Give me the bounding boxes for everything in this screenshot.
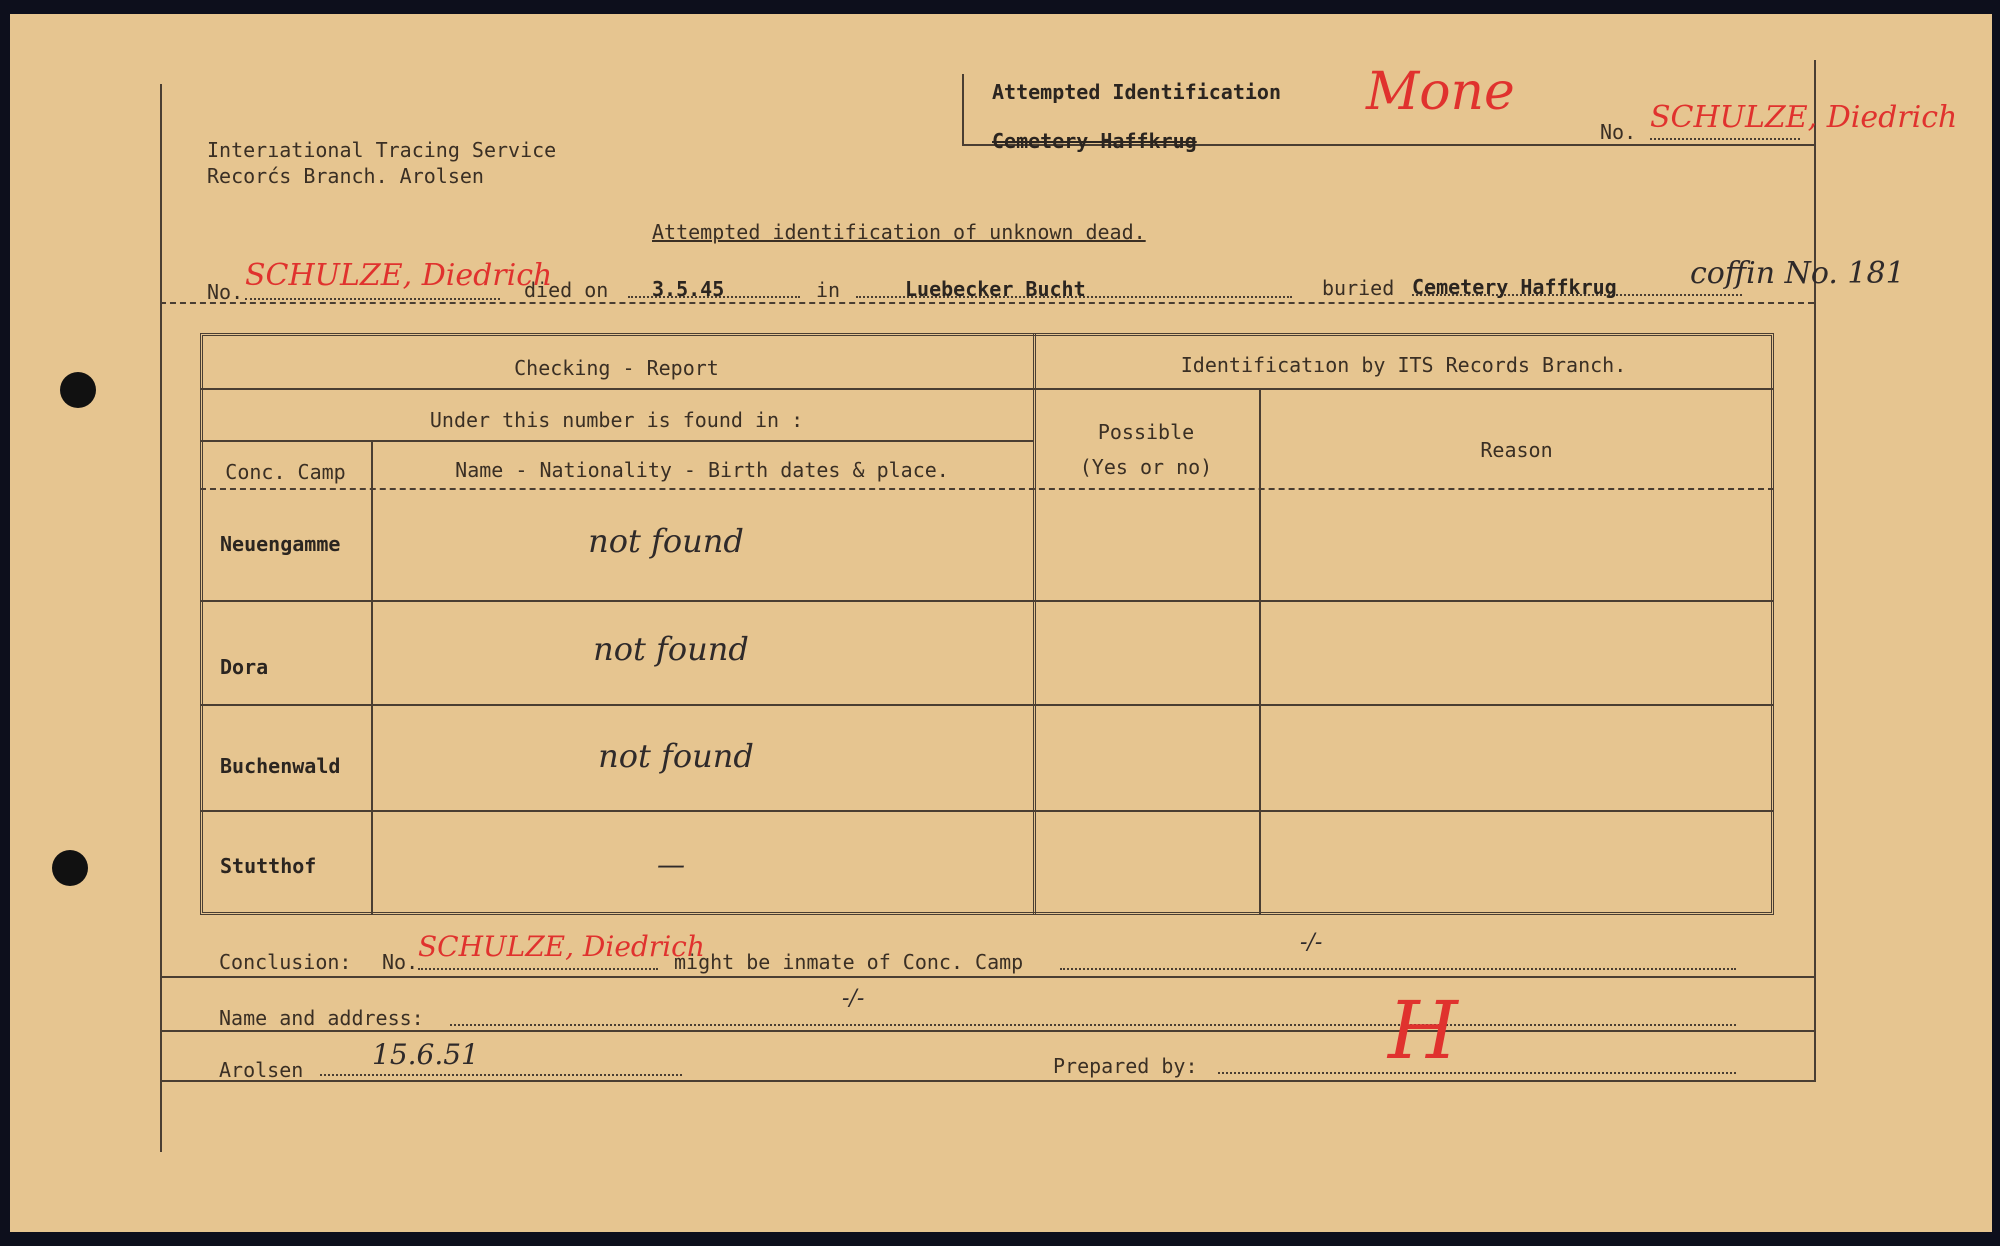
column-conc-camp: Conc. Camp bbox=[225, 460, 346, 484]
column-possible-hint: (Yes or no) bbox=[1079, 455, 1213, 479]
conclusion-mark: -/- bbox=[1300, 930, 1323, 955]
footer-rule-2 bbox=[160, 1030, 1814, 1032]
in-label: in bbox=[816, 278, 841, 302]
table-divider-possible bbox=[1259, 388, 1261, 915]
camp-stutthof: Stutthof bbox=[220, 854, 317, 878]
name-address-dots bbox=[450, 1024, 1736, 1026]
header-no-label: No. bbox=[1600, 120, 1637, 144]
table-rule-header bbox=[200, 388, 1774, 390]
stamp-cemetery: Cemetery Haffkrug bbox=[992, 129, 1197, 153]
prepared-initials: H bbox=[1388, 984, 1458, 1077]
card-right-rule bbox=[1814, 60, 1816, 1082]
form-title: Attempted identification of unknown dead. bbox=[652, 220, 1146, 244]
date-dots bbox=[320, 1074, 682, 1076]
camp-dora: Dora bbox=[220, 655, 269, 679]
place-label: Arolsen bbox=[219, 1058, 304, 1082]
conclusion-no-label: No. bbox=[382, 950, 419, 974]
stamp-left-rule bbox=[962, 74, 964, 146]
record-no-dots bbox=[245, 298, 500, 300]
buried-label: buried bbox=[1322, 276, 1395, 300]
table-rule-row1 bbox=[200, 600, 1774, 602]
conclusion-label: Conclusion: bbox=[219, 950, 352, 974]
header-no-value: SCHULZE, Diedrich bbox=[1650, 100, 1958, 135]
header-checking-report: Checking - Report bbox=[514, 356, 719, 380]
buried-value: Cemetery Haffkrug bbox=[1412, 275, 1617, 299]
conclusion-text: might be inmate of Conc. Camp bbox=[674, 950, 1024, 974]
org-branch: Recorćs Branch. Arolsen bbox=[207, 164, 484, 188]
record-rule bbox=[160, 302, 1814, 304]
name-address-label: Name and address: bbox=[219, 1006, 424, 1030]
footer-rule-1 bbox=[160, 976, 1814, 978]
died-value: 3.5.45 bbox=[652, 277, 725, 301]
punch-hole-top bbox=[60, 372, 96, 408]
died-label: died on bbox=[524, 278, 609, 302]
conclusion-camp-dots bbox=[1060, 968, 1736, 970]
conclusion-no-value: SCHULZE, Diedrich bbox=[418, 930, 705, 963]
coffin-note: coffin No. 181 bbox=[1690, 256, 1905, 291]
header-no-dots bbox=[1650, 138, 1800, 140]
camp-neuengamme: Neuengamme bbox=[220, 532, 341, 556]
stamp-attempted-identification: Attempted Identification bbox=[992, 80, 1281, 104]
table-rule-subheader bbox=[200, 440, 1033, 442]
conclusion-no-dots bbox=[418, 968, 658, 970]
subheader-found-in: Under this number is found in : bbox=[429, 408, 804, 432]
annotation-mone: Mone bbox=[1366, 62, 1515, 122]
table-rule-columns bbox=[200, 488, 1774, 490]
camp-buchenwald: Buchenwald bbox=[220, 754, 341, 778]
table-divider-camp bbox=[371, 440, 373, 915]
prepared-label: Prepared by: bbox=[1053, 1054, 1198, 1078]
column-possible: Possible bbox=[1097, 420, 1195, 444]
result-buchenwald: not found bbox=[598, 737, 754, 775]
header-identification: Identificatıon by ITS Records Branch. bbox=[1180, 353, 1627, 377]
column-name-nationality: Name - Nationality - Birth dates & place. bbox=[455, 458, 949, 482]
footer-rule-3 bbox=[160, 1080, 1814, 1082]
prepared-dots bbox=[1218, 1072, 1736, 1074]
card-left-rule bbox=[160, 84, 162, 1152]
table-rule-row2 bbox=[200, 704, 1774, 706]
org-name: Interıational Tracing Service bbox=[207, 138, 557, 162]
result-dora: not found bbox=[593, 630, 749, 668]
result-neuengamme: not found bbox=[588, 522, 744, 560]
punch-hole-bottom bbox=[52, 850, 88, 886]
date-value: 15.6.51 bbox=[372, 1038, 479, 1071]
column-reason: Reason bbox=[1480, 438, 1553, 462]
result-stutthof: — bbox=[657, 848, 685, 881]
record-no-value: SCHULZE, Diedrich bbox=[245, 258, 553, 293]
in-value: Luebecker Bucht bbox=[905, 277, 1086, 301]
table-rule-row3 bbox=[200, 810, 1774, 812]
record-no-label: No. bbox=[207, 280, 244, 304]
name-address-mark: -/- bbox=[842, 986, 865, 1011]
